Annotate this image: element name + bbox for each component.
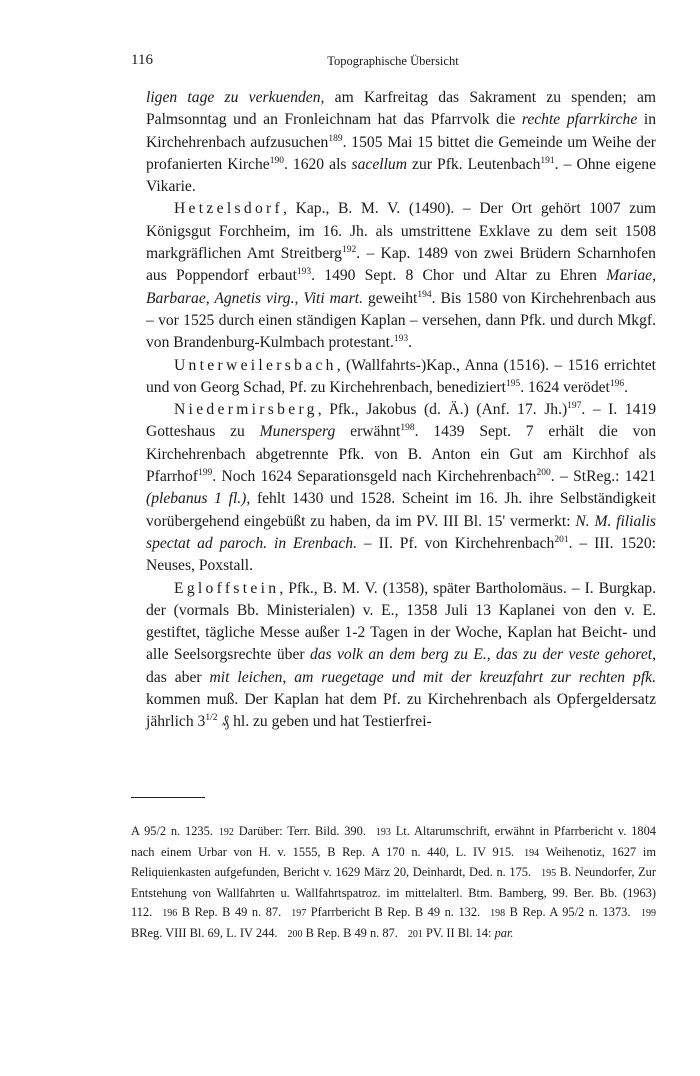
footnotes: A 95/2 n. 1235. 192 Darüber: Terr. Bild. 390. 193 Lt. Altarumschrift, erwähnt in Pfarrbericht v. 1804 nach einem Urbar von H. v. 1555, B Rep. A 170 n. 440, L. IV 915. 194 Weihenotiz, 1627 im Reliquienkasten aufgefunden, Bericht v. 1629 März 20, Deinhardt, Ded. n. 175. 195 B. Neundorfer, Zur Entstehung von Wallfahrten u. Wallfahrtspatroz. im mittelalterl. Btm. Bamberg, 99. Ber. Bb. (1963) 112. 196 B Rep. B 49 n. 87. 197 Pfarrbericht B Rep. B 49 n. 132. 198 B Rep. A 95/2 n. 1373. 199 BReg. VIII Bl. 69, L. IV 244. 200 B Rep. B 49 n. 87. 201 PV. II Bl. 14: par. [131,824,657,940]
footnote-ref: 191 [540,155,555,166]
running-header [131,52,655,72]
footnote-number: 196 [162,908,178,919]
footnote-number: 198 [490,908,506,919]
paragraph-kirchehrenbach-end: ligen tage zu verkuenden, am Karfreitag das Sakrament zu spenden; am Palmsonntag und an Fronleichnam hat das Pfarrvolk die rechte pfarrkirche in Kirchehrenbach aufzusuchen$^{189}$. 1505 Mai 15 bittet die Gemeinde um Weihe der profanierten Kirche$^{190}$. 1620 als sacellum zur Pfk. Leutenbach$^{191}$. – Ohne eigene Vikarie. [146,89,657,196]
footnote-ref: 193 [296,267,312,278]
footnote-ref: 190 [269,155,284,166]
footnote-number: 197 [291,908,307,919]
place-name-niedermirsberg: Niedermirsberg [174,401,318,419]
footnote-ref: 193 [393,334,409,345]
footnote-ref: 192 [341,244,357,255]
paragraph-unterweilersbach: Unterweilersbach, (Wallfahrts-)Kap., Anna (1516). – 1516 errichtet und von Georg Schad, Pf. zu Kirchehrenbach, benediziert$^{195}$. 1624 verödet$^{196}$. [146,356,656,396]
paragraph-hetzelsdorf: Hetzelsdorf, Kap., B. M. V. (1490). – Der Ort gehört 1007 zum Königsgut Forchheim, im 16. Jh. als umstrittene Exklave zu dem seit 1508 markgräflichen Amt Streitberg$^{192}$. – Kap. 1489 von zwei Brüdern Scharnhofen aus Poppendorf erbaut$^{193}$. 1490 Sept. 8 Chor und Altar zu Ehren Mariae, Barbarae, Agnetis virg., Viti mart. geweiht$^{194}$. Bis 1580 von Kirchehrenbach aus – vor 1525 durch einen ständigen Kaplan – versehen, dann Pfk. und durch Mkgf. von Brandenburg-Kulmbach protestant.$^{193}$. [146,200,656,352]
page-number: 116 [131,52,153,68]
footnote-ref: 200 [536,467,551,478]
footnote-number: 193 [375,827,391,838]
footnote-ref: 196 [609,378,625,389]
footnote-number: 194 [524,847,540,859]
footnote-number: 192 [218,827,234,838]
fraction: 1/2 [205,713,218,724]
place-name-egloffstein: Egloffstein [174,579,280,597]
footnote-number: 195 [541,868,557,879]
footnote-ref: 198 [400,423,415,434]
footnote-ref: 199 [197,467,213,478]
footnote-ref: 201 [554,534,569,545]
footnote-ref: 189 [328,133,343,144]
footnote-ref: 197 [567,400,582,411]
footnote-number: 200 [287,928,303,940]
paragraph-egloffstein: Egloffstein, Pfk., B. M. V. (1358), später Bartholomäus. – I. Burgkap. der (vormals Bb. Ministerialen) v. E., 1358 Juli 13 Kaplanei von den v. E. gestiftet, tägliche Messe außer 1-2 Tagen in der Woche, Kaplan hat Beicht- und alle Seelsorgsrechte über das volk an dem berg zu E., das zu der veste gehoret, das aber mit leichen, am ruegetage und mit der kreuzfahrt zur rechten pfk. kommen muß. Der Kaplan hat dem Pf. zu Kirchehrenbach als Opfergeldersatz jährlich $3^{1/2}$ ₰ hl. zu geben und hat Testierfrei- [146,579,656,731]
place-name-hetzelsdorf: Hetzelsdorf [174,200,284,218]
paragraph-niedermirsberg: Niedermirsberg, Pfk., Jakobus (d. Ä.) (Anf. 17. Jh.)$^{197}$. – I. 1419 Gotteshaus zu Munersperg erwähnt$^{198}$. 1439 Sept. 7 erhält die von Kirchehrenbach abgetrennte Pfk. von B. Anton ein Gut am Kirchhof als Pfarrhof$^{199}$. Noch 1624 Separationsgeld nach Kirchehrenbach$^{200}$. – StReg.: 1421 (plebanus 1 fl.), fehlt 1430 und 1528. Scheint im 16. Jh. ihre Selbständigkeit vorübergehend eingebüßt zu haben, da im PV. III Bl. 15' vermerkt: N. M. filialis spectat ad paroch. in Erenbach. – II. Pf. von Kirchehrenbach$^{201}$. – III. 1520: Neuses, Poxstall. [146,400,656,575]
footnote-divider [131,797,205,798]
footnote-ref: 195 [505,378,521,389]
running-title: Topographische Übersicht [327,54,459,68]
main-text [146,87,656,734]
footnote-number: 199 [641,908,657,919]
place-name-unterweilersbach: Unterweilersbach [174,356,337,374]
footnote-number: 201 [407,928,423,940]
footnote-ref: 194 [417,289,432,300]
